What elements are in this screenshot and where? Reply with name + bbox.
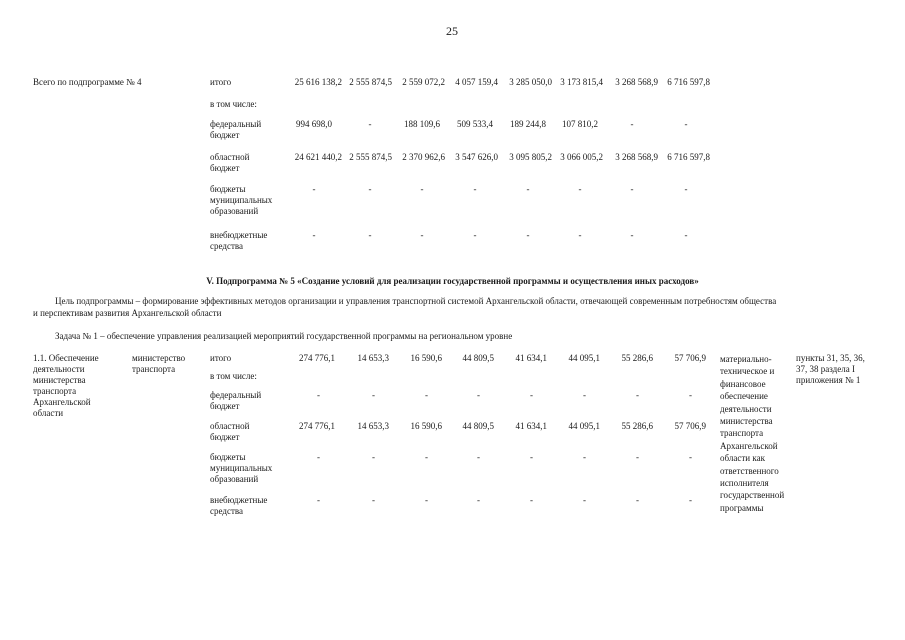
cell: 274 776,1 — [299, 353, 335, 363]
row-label: внебюджетные средства — [210, 495, 268, 516]
cell: 107 810,2 — [562, 119, 598, 129]
cell: - — [526, 184, 530, 194]
cell: 44 095,1 — [568, 353, 600, 363]
cell: 41 634,1 — [515, 353, 547, 363]
cell: 3 173 815,4 — [560, 77, 603, 87]
row-label: в том числе: — [210, 99, 257, 109]
cell: - — [312, 230, 316, 240]
cell: - — [372, 390, 375, 400]
cell: - — [372, 452, 375, 462]
cell: - — [530, 495, 533, 505]
cell: 994 698,0 — [296, 119, 332, 129]
cell: - — [420, 184, 424, 194]
cell: - — [425, 495, 428, 505]
item-executor: министерство транспорта — [132, 353, 186, 374]
cell: - — [583, 390, 586, 400]
cell: - — [636, 390, 639, 400]
cell: 57 706,9 — [674, 353, 706, 363]
cell: 57 706,9 — [674, 421, 706, 431]
cell: - — [317, 495, 320, 505]
cell: - — [420, 230, 424, 240]
cell: 188 109,6 — [404, 119, 440, 129]
cell: - — [684, 119, 688, 129]
row-label: итого — [210, 77, 232, 87]
cell: 509 533,4 — [457, 119, 493, 129]
cell: 16 590,6 — [410, 421, 442, 431]
cell: - — [368, 119, 372, 129]
cell: - — [583, 495, 586, 505]
cell: 6 716 597,8 — [667, 77, 710, 87]
goal-line-1: Цель подпрограммы – формирование эффективных методов организации и управления транспортной системой Архангельской области, отвечающей современным потребностям общества — [55, 296, 777, 306]
cell: 25 616 138,2 — [294, 77, 342, 87]
cell: - — [317, 452, 320, 462]
cell: 24 621 440,2 — [294, 152, 342, 162]
cell: 44 095,1 — [568, 421, 600, 431]
cell: - — [368, 184, 372, 194]
cell: - — [425, 452, 428, 462]
cell: - — [636, 495, 639, 505]
cell: - — [630, 230, 634, 240]
cell: - — [630, 119, 634, 129]
row-label: федеральный бюджет — [210, 390, 262, 411]
cell: - — [477, 452, 480, 462]
cell: 55 286,6 — [621, 421, 653, 431]
row-label: итого — [210, 353, 232, 363]
cell: - — [689, 390, 692, 400]
cell: 16 590,6 — [410, 353, 442, 363]
row-label: бюджеты муниципальных образований — [210, 184, 273, 216]
cell: - — [530, 452, 533, 462]
row-label: бюджеты муниципальных образований — [210, 452, 273, 484]
cell: 14 653,3 — [357, 421, 389, 431]
item-links: пункты 31, 35, 36, 37, 38 раздела I приложения № 1 — [796, 353, 865, 385]
cell: 2 559 072,2 — [402, 77, 445, 87]
cell: - — [630, 184, 634, 194]
row-label: областной бюджет — [210, 421, 250, 442]
cell: 3 547 626,0 — [455, 152, 498, 162]
cell: 3 285 050,0 — [509, 77, 552, 87]
cell: 44 809,5 — [462, 353, 494, 363]
cell: - — [477, 390, 480, 400]
cell: 3 095 805,2 — [509, 152, 552, 162]
cell: - — [317, 390, 320, 400]
cell: - — [578, 184, 582, 194]
cell: - — [578, 230, 582, 240]
item-result: материально-техническое и финансовое обеспечение деятельности министерства транспорта Архангельской области как ответственного исполнителя государственной программы — [720, 354, 785, 513]
cell: - — [684, 184, 688, 194]
cell: - — [636, 452, 639, 462]
cell: 2 370 962,6 — [402, 152, 445, 162]
cell: 44 809,5 — [462, 421, 494, 431]
cell: 3 268 568,9 — [615, 77, 658, 87]
cell: - — [583, 452, 586, 462]
cell: - — [526, 230, 530, 240]
cell: 3 066 005,2 — [560, 152, 603, 162]
page-number: 25 — [446, 24, 458, 38]
row-label: в том числе: — [210, 371, 257, 381]
cell: - — [312, 184, 316, 194]
cell: - — [425, 390, 428, 400]
cell: 2 555 874,5 — [349, 152, 392, 162]
cell: 2 555 874,5 — [349, 77, 392, 87]
row-label: федеральный бюджет — [210, 119, 262, 140]
cell: 274 776,1 — [299, 421, 335, 431]
section-heading: V. Подпрограмма № 5 «Создание условий для реализации государственной программы и осуществления иных расходов» — [206, 276, 699, 286]
row-label: внебюджетные средства — [210, 230, 268, 251]
cell: - — [689, 495, 692, 505]
cell: - — [368, 230, 372, 240]
cell: 3 268 568,9 — [615, 152, 658, 162]
cell: 55 286,6 — [621, 353, 653, 363]
cell: 6 716 597,8 — [667, 152, 710, 162]
cell: - — [689, 452, 692, 462]
task-line: Задача № 1 – обеспечение управления реализацией мероприятий государственной программы на региональном уровне — [55, 331, 513, 341]
row-label: областной бюджет — [210, 152, 250, 173]
total-block-label: Всего по подпрограмме № 4 — [33, 77, 142, 87]
cell: - — [684, 230, 688, 240]
cell: - — [530, 390, 533, 400]
cell: 189 244,8 — [510, 119, 546, 129]
cell: - — [372, 495, 375, 505]
cell: - — [473, 230, 477, 240]
cell: 14 653,3 — [357, 353, 389, 363]
cell: 4 057 159,4 — [455, 77, 498, 87]
item-name: 1.1. Обеспечение деятельности министерства транспорта Архангельской области — [33, 353, 99, 418]
cell: - — [477, 495, 480, 505]
cell: - — [473, 184, 477, 194]
cell: 41 634,1 — [515, 421, 547, 431]
goal-line-2: и перспективам развития Архангельской области — [33, 308, 222, 318]
